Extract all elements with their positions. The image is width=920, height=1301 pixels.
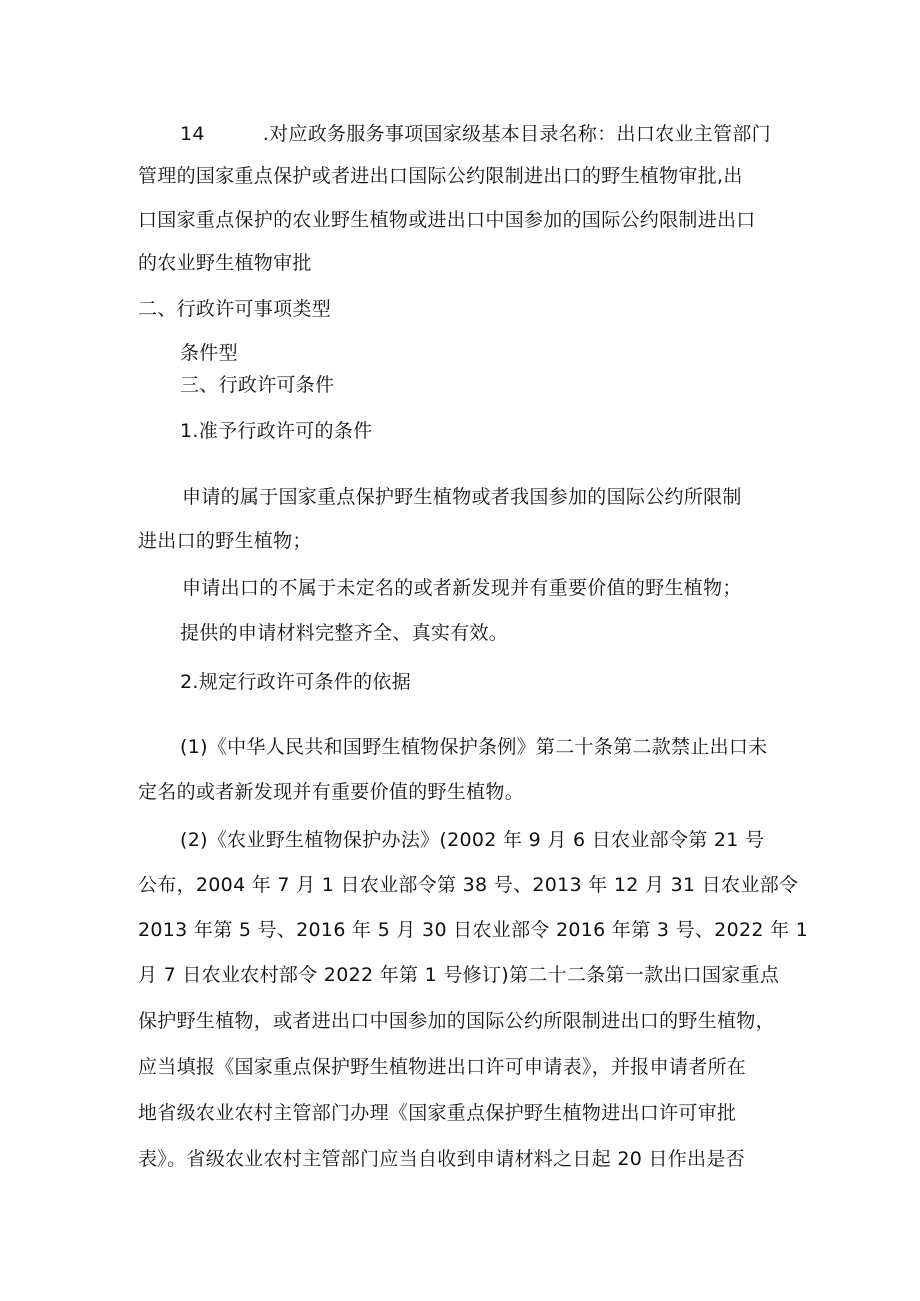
condition-line-3: 申请出口的不属于未定名的或者新发现并有重要价值的野生植物；: [182, 577, 742, 599]
item-14-line-3: 口国家重点保护的农业野生植物或进出口中国参加的国际公约限制进出口: [138, 209, 756, 231]
basis-2-line-3: 2013 年第 5 号、2016 年 5 月 30 日农业部令 2016 年第 3 号、2022 年 1: [138, 919, 809, 941]
condition-line-1: 申请的属于国家重点保护野生植物或者我国参加的国际公约所限制: [182, 486, 742, 508]
item-14-line-2: 管理的国家重点保护或者进出口国际公约限制进出口的野生植物审批,出: [138, 165, 743, 187]
basis-2-line-2: 公布，2004 年 7 月 1 日农业部令第 38 号、2013 年 12 月 31 日农业部令: [138, 874, 799, 896]
basis-2-line-1: (2)《农业野生植物保护办法》(2002 年 9 月 6 日农业部令第 21 号: [180, 829, 765, 851]
item-14-line-4: 的农业野生植物审批: [138, 252, 312, 274]
basis-2-line-8: 表》。省级农业农村主管部门应当自收到申请材料之日起 20 日作出是否: [138, 1148, 745, 1170]
item-number: 14: [180, 123, 205, 145]
item-14-text: .对应政务服务事项国家级基本目录名称：出口农业主管部门: [262, 123, 771, 145]
item-14-line-1: [180, 121, 771, 147]
section-2-heading: 二、行政许可事项类型: [138, 298, 332, 320]
basis-1-line-2: 定名的或者新发现并有重要价值的野生植物。: [138, 781, 525, 803]
condition-line-4: 提供的申请材料完整齐全、真实有效。: [180, 622, 509, 644]
basis-2-line-5: 保护野生植物，或者进出口中国参加的国际公约所限制进出口的野生植物，: [138, 1010, 775, 1032]
sub-heading-conditions: 1.准予行政许可的条件: [180, 420, 373, 442]
basis-2-line-6: 应当填报《国家重点保护野生植物进出口许可申请表》，并报申请者所在: [138, 1056, 747, 1078]
basis-1-line-1: (1)《中华人民共和国野生植物保护条例》第二十条第二款禁止出口未: [180, 736, 768, 758]
basis-2-line-4: 月 7 日农业农村部令 2022 年第 1 号修订)第二十二条第一款出口国家重点: [138, 964, 780, 986]
permit-type-value: 条件型: [180, 342, 238, 364]
basis-2-line-7: 地省级农业农村主管部门办理《国家重点保护野生植物进出口许可审批: [138, 1102, 737, 1124]
condition-line-2: 进出口的野生植物；: [138, 530, 312, 552]
section-3-heading: 三、行政许可条件: [180, 374, 335, 396]
sub-heading-basis: 2.规定行政许可条件的依据: [180, 671, 412, 693]
